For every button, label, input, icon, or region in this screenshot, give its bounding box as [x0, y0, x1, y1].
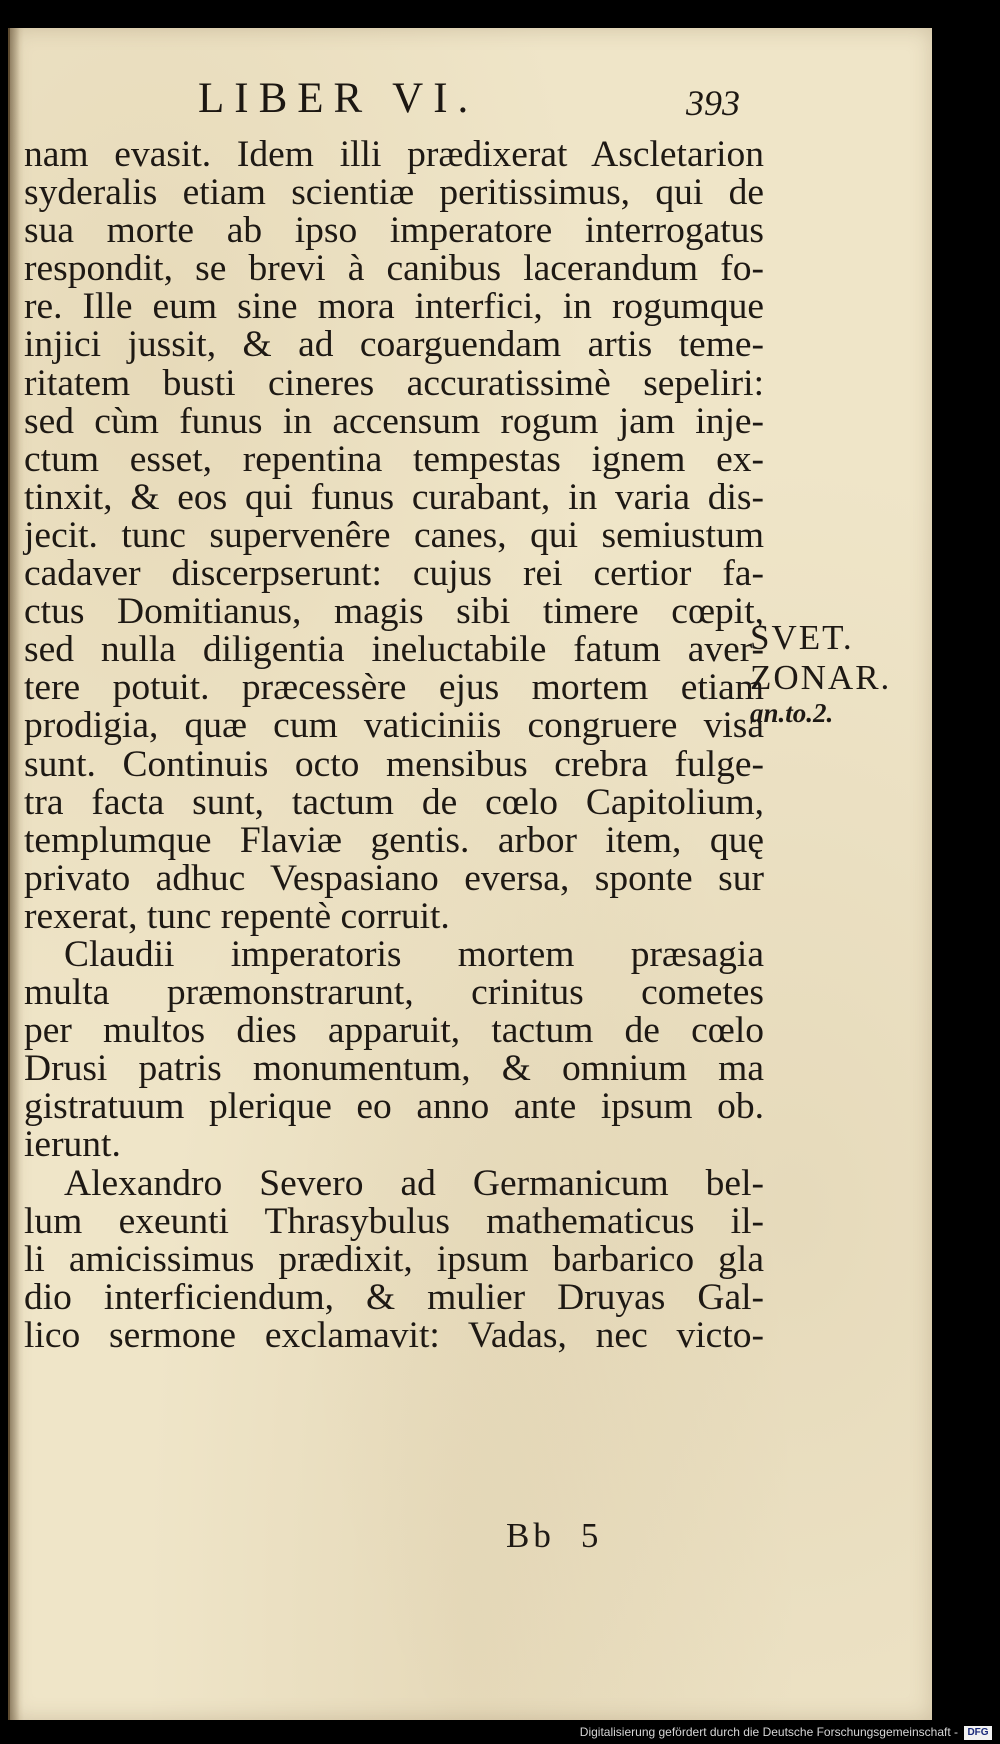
text-line: ctus Domitianus, magis sibi timere cœpit,: [24, 591, 764, 633]
digitization-credit: Digitalisierung gefördert durch die Deutsche Forschungsgemeinschaft -: [579, 1725, 958, 1739]
text-line: nam evasit. Idem illi prædixerat Ascletarion: [24, 134, 764, 175]
marginal-note: ZONAR.: [750, 658, 892, 697]
text-line: re. Ille eum sine mora interfici, in rogumque: [24, 286, 764, 328]
text-line: sua morte ab ipso imperatore interrogatus: [24, 210, 764, 252]
page-number: 393: [686, 83, 740, 123]
text-line: Alexandro Severo ad Germanicum bel-: [64, 1162, 764, 1204]
text-line: tinxit, & eos qui funus curabant, in varia dis-: [24, 476, 764, 518]
text-line: sed nulla diligentia ineluctabile fatum aver-: [24, 629, 764, 671]
signature-number: 5: [580, 1516, 599, 1555]
text-line: templumque Flaviæ gentis. arbor item, quę: [24, 819, 764, 861]
text-line: sed cùm funus in accensum rogum jam inje-: [24, 400, 764, 442]
text-line: dio interficiendum, & mulier Druyas Gal-: [24, 1276, 764, 1318]
text-line: multa præmonstrarunt, crinitus cometes: [24, 972, 764, 1014]
running-head: [198, 74, 758, 134]
text-line: ierunt.: [24, 1124, 121, 1166]
text-line: cadaver discerpserunt: cujus rei certior fa-: [24, 553, 764, 595]
text-line: tra facta sunt, tactum de cœlo Capitolium,: [24, 781, 764, 823]
text-line: respondit, se brevi à canibus lacerandum fo-: [24, 248, 764, 290]
text-line: injici jussit, & ad coarguendam artis teme-: [24, 324, 764, 366]
marginal-note: SVET.: [750, 618, 854, 657]
marginal-notes: [750, 618, 910, 738]
signature-mark: [506, 1516, 598, 1556]
paragraph: [24, 933, 764, 1166]
text-line: lum exeunti Thrasybulus mathematicus il-: [24, 1200, 764, 1242]
signature-letters: Bb: [506, 1516, 555, 1555]
gutter-shadow: [10, 28, 20, 1720]
paragraph: [24, 1162, 764, 1356]
text-line: Drusi patris monumentum, & omnium ma: [24, 1048, 764, 1090]
paragraph: [24, 136, 764, 936]
text-line: jecit. tunc supervenêre canes, qui semiustum: [24, 514, 764, 556]
footer-strip: [0, 1722, 1000, 1744]
text-line: rexerat, tunc repentè corruit.: [24, 895, 450, 937]
text-line: prodigia, quæ cum vaticiniis congruere visa: [24, 705, 764, 747]
text-line: per multos dies apparuit, tactum de cœlo: [24, 1010, 764, 1052]
text-line: sunt. Continuis octo mensibus crebra fulge-: [24, 743, 764, 785]
book-page: [8, 28, 932, 1720]
text-line: syderalis etiam scientiæ peritissimus, qui de: [24, 172, 764, 214]
text-line: tere potuit. præcessère ejus mortem etiam: [24, 667, 764, 709]
text-line: privato adhuc Vespasiano eversa, sponte sur: [24, 857, 764, 899]
running-title: LIBER VI.: [198, 75, 479, 122]
text-line: li amicissimus prædixit, ipsum barbarico gla: [24, 1238, 764, 1280]
body-text: [24, 136, 764, 1355]
text-line: gistratuum plerique eo anno ante ipsum ob.: [24, 1086, 764, 1128]
marginal-note: an.to.2.: [750, 698, 834, 728]
text-line: ritatem busti cineres accuratissimè sepeliri:: [24, 362, 764, 404]
dfg-logo: DFG: [964, 1726, 992, 1740]
text-line: Claudii imperatoris mortem præsagia: [64, 933, 764, 975]
text-line: ctum esset, repentina tempestas ignem ex-: [24, 438, 764, 480]
text-line: lico sermone exclamavit: Vadas, nec victo-: [24, 1314, 764, 1356]
